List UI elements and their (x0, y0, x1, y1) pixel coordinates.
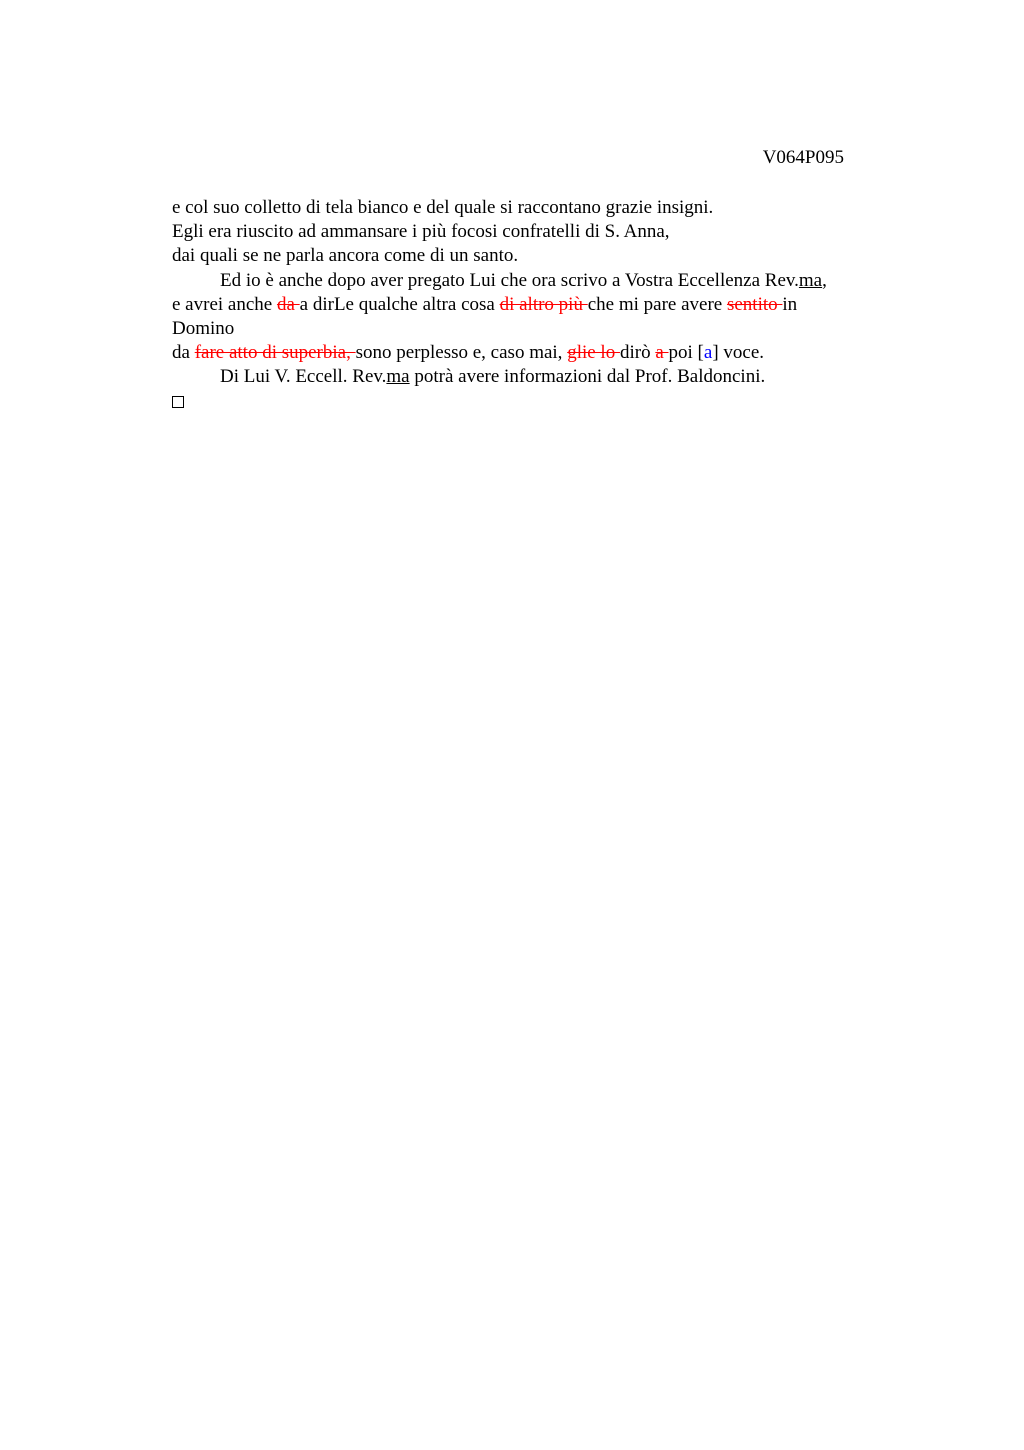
inserted-text: a (703, 342, 713, 364)
text-line-7 (172, 341, 912, 365)
text-segment: dirò (619, 342, 656, 364)
text-segment: poi [ (668, 342, 704, 364)
text-line-4 (172, 269, 912, 293)
deleted-text: da (276, 293, 300, 315)
text-line-6: Domino (172, 317, 235, 339)
underlined-abbreviation: ma (798, 269, 823, 291)
deleted-text: sentito (726, 293, 783, 315)
text-segment: Di Lui V. Eccell. Rev. (220, 366, 387, 388)
end-marker-line (172, 390, 912, 414)
deleted-text: di altro più (499, 293, 588, 315)
text-segment: potrà avere informazioni dal Prof. Baldoncini. (409, 366, 766, 388)
text-segment: in (782, 293, 798, 315)
text-segment: , (822, 269, 827, 291)
text-segment: a dirLe qualche altra cosa (299, 293, 500, 315)
text-line-1: e col suo colletto di tela bianco e del quale si raccontano grazie insigni. (172, 197, 714, 218)
deleted-text: glie lo (567, 342, 620, 364)
checkbox-square-icon (172, 396, 184, 408)
text-segment: Ed io è anche dopo aver pregato Lui che ora scrivo a Vostra Eccellenza Rev. (220, 269, 799, 291)
text-line-5 (172, 293, 912, 317)
letter-body (172, 196, 912, 414)
deleted-text: fare atto di superbia, (194, 342, 356, 364)
text-line-3: dai quali se ne parla ancora come di un santo. (172, 245, 519, 267)
text-segment: che mi pare avere (587, 293, 727, 315)
deleted-text: a (655, 342, 669, 364)
text-segment: da (172, 342, 195, 364)
text-line-2: Egli era riuscito ad ammansare i più focosi confratelli di S. Anna, (172, 221, 670, 243)
text-segment: ] voce. (712, 342, 765, 364)
text-line-8 (172, 365, 912, 389)
page-id: V064P095 (762, 147, 844, 168)
underlined-abbreviation: ma (386, 366, 410, 388)
text-segment: sono perplesso e, caso mai, (355, 342, 568, 364)
text-segment: e avrei anche (172, 293, 277, 315)
